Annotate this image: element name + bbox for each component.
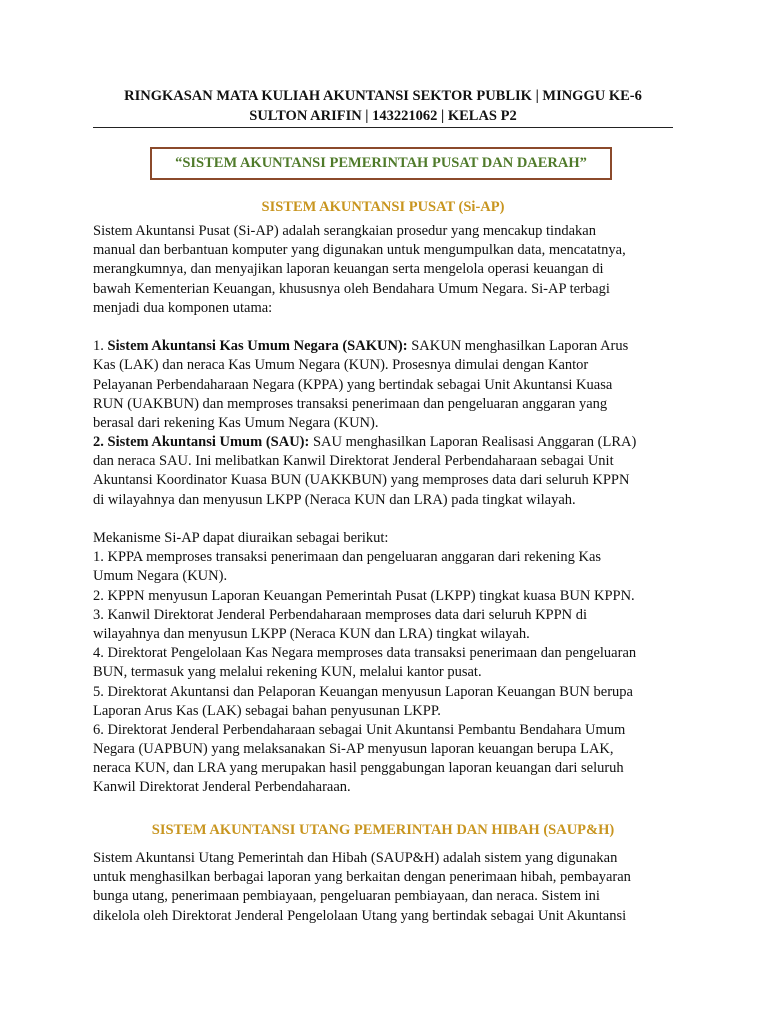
paragraph-line: untuk menghasilkan berbagai laporan yang berkaitan dengan penerimaan hibah, pembayaran <box>93 869 631 886</box>
mechanism-line: 2. KPPN menyusun Laporan Keuangan Pemerintah Pusat (LKPP) tingkat kuasa BUN KPPN. <box>93 587 635 604</box>
item-sakun-text: SAKUN menghasilkan Laporan Arus <box>407 338 629 355</box>
mechanism-line: wilayahnya dan menyusun LKPP (Neraca KUN dan LRA) tingkat wilayah. <box>93 625 530 642</box>
paragraph-line: dan neraca SAU. Ini melibatkan Kanwil Direktorat Jenderal Perbendaharaan sebagai Unit <box>93 453 614 470</box>
header-line-1: RINGKASAN MATA KULIAH AKUNTANSI SEKTOR PUBLIK | MINGGU KE-6 <box>124 88 642 104</box>
mechanism-line: 3. Kanwil Direktorat Jenderal Perbendaharaan memproses data dari seluruh KPPN di <box>93 606 588 623</box>
header-divider <box>93 127 673 128</box>
item-number: 1. <box>93 338 108 355</box>
paragraph-line: di wilayahnya dan menyusun LKPP (Neraca KUN dan LRA) pada tingkat wilayah. <box>93 491 576 508</box>
blank-line <box>93 510 683 529</box>
mechanism-line: 4. Direktorat Pengelolaan Kas Negara memproses data transaksi penerimaan dan pengeluaran <box>93 645 637 662</box>
paragraph-line: Pelayanan Perbendaharaan Negara (KPPA) yang bertindak sebagai Unit Akuntansi Kuasa <box>93 376 613 393</box>
mechanism-line: 1. KPPA memproses transaksi penerimaan dan pengeluaran anggaran dari rekening Kas <box>93 549 602 566</box>
paragraph-line: dikelola oleh Direktorat Jenderal Pengelolaan Utang yang bertindak sebagai Unit Akuntansi <box>93 907 627 924</box>
item-sau-term: 2. Sistem Akuntansi Umum (SAU): <box>93 434 310 451</box>
header-line-2: SULTON ARIFIN | 143221062 | KELAS P2 <box>249 108 517 124</box>
mechanism-line: Kanwil Direktorat Jenderal Perbendaharaan. <box>93 779 351 796</box>
mechanism-line: Umum Negara (KUN). <box>93 568 228 585</box>
blank-line <box>93 318 683 337</box>
document-header <box>93 86 673 126</box>
section-body-saup <box>93 849 683 926</box>
item-sau-first-line <box>93 433 683 452</box>
paragraph-line: RUN (UAKBUN) dan memproses transaksi penerimaan dan pengeluaran anggaran yang <box>93 395 608 412</box>
paragraph-line: Kas (LAK) dan neraca Kas Umum Negara (KUN). Prosesnya dimulai dengan Kantor <box>93 357 589 374</box>
paragraph-line: bunga utang, penerimaan pembiayaan, pengeluaran pembiayaan, dan neraca. Sistem ini <box>93 888 600 905</box>
paragraph-line: berasal dari rekening Kas Umum Negara (KUN). <box>93 414 379 431</box>
section-heading-siap: SISTEM AKUNTANSI PUSAT (Si-AP) <box>261 199 505 215</box>
mechanism-line: BUN, termasuk yang melalui rekening KUN, melalui kantor pusat. <box>93 664 482 681</box>
paragraph-line: manual dan berbantuan komputer yang digunakan untuk mengumpulkan data, mencatatnya, <box>93 242 626 259</box>
mechanism-line: 5. Direktorat Akuntansi dan Pelaporan Keuangan menyusun Laporan Keuangan BUN berupa <box>93 683 633 700</box>
paragraph-line: Sistem Akuntansi Pusat (Si-AP) adalah serangkaian prosedur yang mencakup tindakan <box>93 223 596 239</box>
paragraph-line: Akuntansi Koordinator Kuasa BUN (UAKKBUN) yang memproses data dari seluruh KPPN <box>93 472 630 489</box>
item-sakun-first-line <box>93 337 683 356</box>
item-sau-text: SAU menghasilkan Laporan Realisasi Anggaran (LRA) <box>309 434 637 451</box>
mechanism-line: neraca KUN, dan LRA yang merupakan hasil penggabungan laporan keuangan dari seluruh <box>93 760 624 777</box>
mechanism-line: Negara (UAPBUN) yang melaksanakan Si-AP menyusun laporan keuangan berupa LAK, <box>93 741 614 758</box>
paragraph-line: Sistem Akuntansi Utang Pemerintah dan Hibah (SAUP&H) adalah sistem yang digunakan <box>93 850 618 866</box>
paragraph-line: menjadi dua komponen utama: <box>93 299 273 316</box>
mechanism-line: 6. Direktorat Jenderal Perbendaharaan sebagai Unit Akuntansi Pembantu Bendahara Umum <box>93 721 626 738</box>
mechanism-line: Laporan Arus Kas (LAK) sebagai bahan penyusunan LKPP. <box>93 702 441 719</box>
document-title: “SISTEM AKUNTANSI PEMERINTAH PUSAT DAN DAERAH” <box>150 147 612 180</box>
paragraph-line: bawah Kementerian Keuangan, khususnya oleh Bendahara Umum Negara. Si-AP terbagi <box>93 280 610 297</box>
section-body-siap <box>93 222 683 798</box>
section-heading-saup: SISTEM AKUNTANSI UTANG PEMERINTAH DAN HIBAH (SAUP&H) <box>151 822 615 838</box>
mechanism-intro: Mekanisme Si-AP dapat diuraikan sebagai berikut: <box>93 530 389 546</box>
paragraph-line: merangkumnya, dan menyajikan laporan keuangan serta mengelola operasi keuangan di <box>93 261 604 278</box>
item-sakun-term: Sistem Akuntansi Kas Umum Negara (SAKUN): <box>107 338 408 355</box>
